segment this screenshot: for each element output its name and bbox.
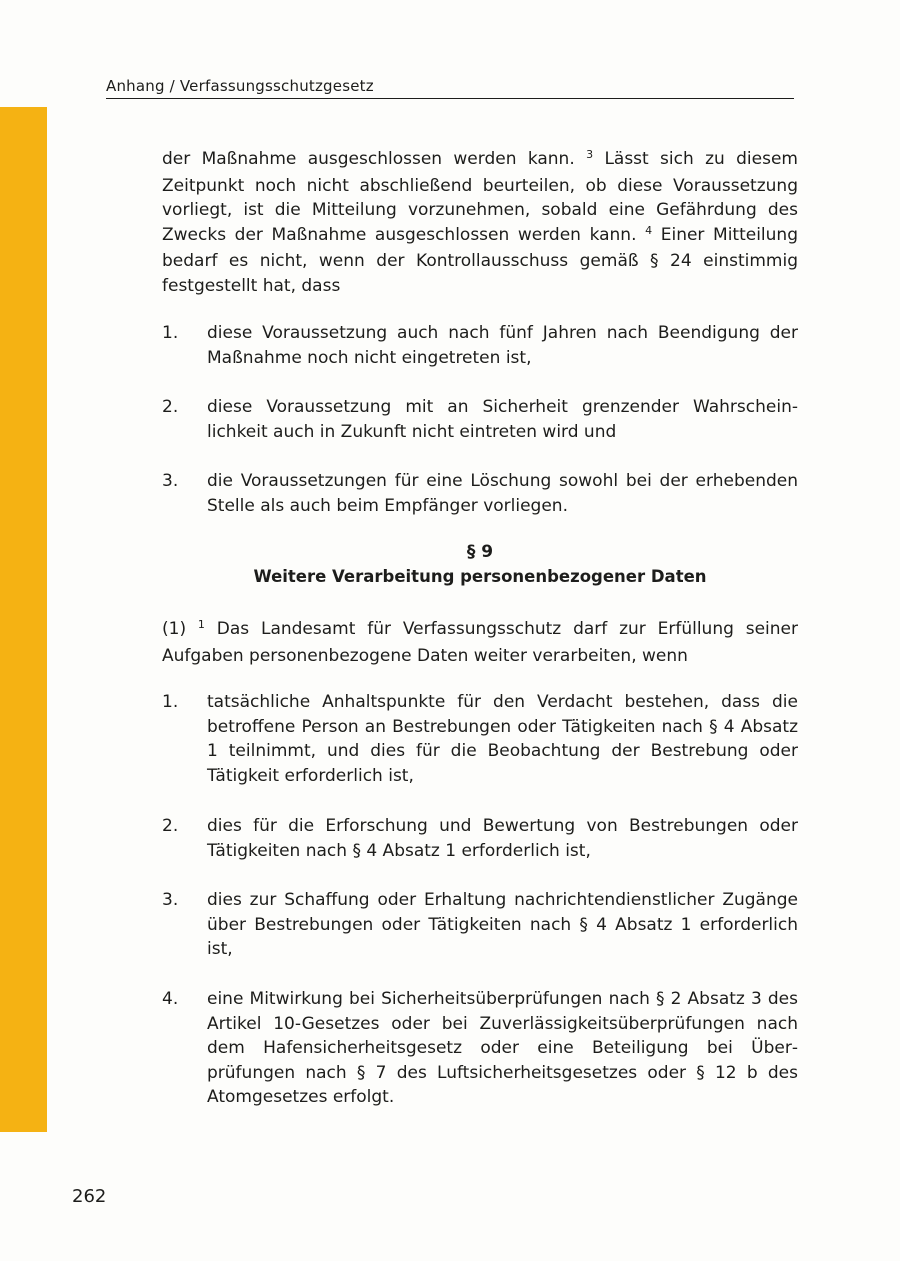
- list-item: [162, 987, 798, 1110]
- list-item-number: 3.: [162, 890, 179, 910]
- list-item-text: die Voraussetzungen für eine Löschung sowohl bei der erhebenden Stelle als auch beim Empfänger vorliegen.: [207, 471, 798, 516]
- list-item: [162, 395, 798, 444]
- list-item-text: dies für die Erforschung und Bewertung von Bestrebungen oder Tätigkeiten nach § 4 Absatz 1 erforderlich ist,: [207, 816, 798, 861]
- list-item-text: eine Mitwirkung bei Sicherheitsüberprüfungen nach § 2 Absatz 3 des Artikel 10-Gesetzes oder bei Zuverlässigkeitsüberprüfungen nach dem Hafensicherheitsgesetz oder eine Beteiligung bei Überprüfungen nach § 7 des Luftsicherheitsgesetzes oder § 12 b des Atomgesetzes erfolgt.: [207, 989, 798, 1107]
- text-segment: Das Landesamt für Verfassungsschutz darf zur Erfüllung seiner Aufgaben personenbezogene Daten weiter verarbeiten, wenn: [162, 619, 798, 666]
- list-item-number: 1.: [162, 323, 179, 343]
- text-segment: Einer Mitteilung bedarf es nicht, wenn der Kontrollausschuss gemäß § 24 einstimmig festgestellt hat, dass: [162, 224, 798, 296]
- yellow-margin-bar: [0, 107, 47, 1132]
- sentence-number: 3: [586, 148, 594, 161]
- page-number: 262: [72, 1186, 107, 1207]
- list-item-text: diese Voraussetzung auch nach fünf Jahren nach Beendigung der Maßnahme noch nicht eingetreten ist,: [207, 323, 798, 368]
- running-header: Anhang / Verfassungsschutzgesetz: [106, 77, 374, 95]
- paragraph-label: (1): [162, 619, 198, 639]
- list-item: [162, 814, 798, 863]
- list-item-text: diese Voraussetzung mit an Sicherheit grenzender Wahrscheinlichkeit auch in Zukunft nicht eintreten wird und: [207, 397, 798, 442]
- list-item: [162, 690, 798, 788]
- list-item-number: 2.: [162, 397, 179, 417]
- list-item-text: tatsächliche Anhaltspunkte für den Verdacht bestehen, dass die betroffene Person an Bestrebungen oder Tätigkeiten nach § 4 Absatz 1 teilnimmt, und dies für die Beobachtung der Bestrebung oder Tätigkeit erforderlich ist,: [207, 692, 798, 786]
- section-number: § 9: [466, 542, 494, 562]
- list-item-number: 1.: [162, 692, 179, 712]
- list-item: [162, 321, 798, 370]
- sentence-number: 1: [197, 618, 205, 631]
- list-item-number: 3.: [162, 471, 179, 491]
- text-segment: der Maßnahme ausgeschlossen werden kann.: [162, 149, 587, 169]
- continuation-paragraph: [162, 147, 798, 298]
- list-item: [162, 888, 798, 962]
- list-item-number: 2.: [162, 816, 179, 836]
- header-rule: [106, 98, 794, 99]
- text-segment: Lässt sich zu diesem Zeitpunkt noch nicht abschließend beurteilen, ob diese Voraussetzung vorliegt, ist die Mitteilung vorzunehmen, sobald eine Gefährdung des Zwecks der Maßnahme ausgeschlossen werden kann.: [162, 149, 798, 245]
- section-intro-paragraph: [162, 617, 798, 668]
- sentence-number: 4: [645, 223, 653, 237]
- list-item-text: dies zur Schaffung oder Erhaltung nachrichtendienstlicher Zugänge über Bestrebungen oder Tätigkeiten nach § 4 Absatz 1 erforderlich ist,: [207, 890, 798, 959]
- list-item: [162, 469, 798, 518]
- section-title: Weitere Verarbeitung personenbezogener Daten: [253, 567, 707, 586]
- list-item-number: 4.: [162, 989, 179, 1009]
